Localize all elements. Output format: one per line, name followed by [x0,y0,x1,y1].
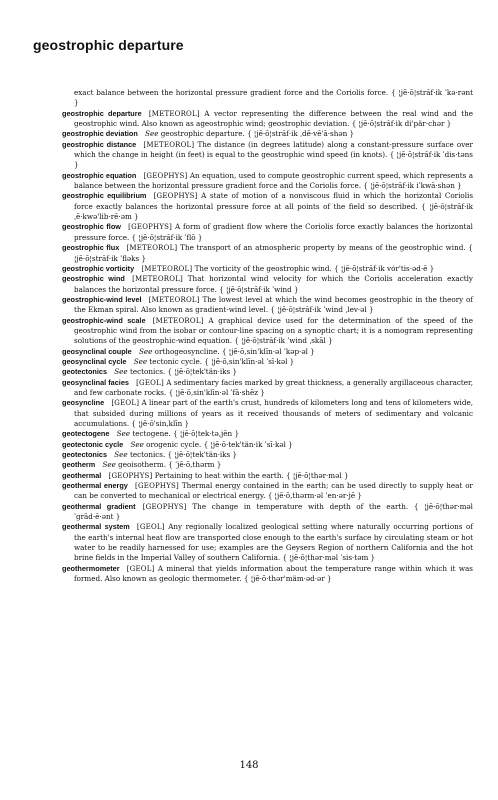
entry-definition: The vorticity of the geostrophic wind. { ¦jē·ō¦străf·ik vȯr'tis·əd·ē } [194,263,435,273]
field-label: [GEOPHYS] [143,171,188,180]
entry-headword: geosynclinal facies [62,377,129,387]
field-label: [METEOROL] [148,295,200,304]
entry-headword: geostrophic-wind level [62,294,142,304]
field-label: [METEOROL] [126,244,178,253]
entry-headword: geostrophic deviation [62,129,138,139]
entry-definition: Pertaining to heat within the earth. { ¦jē·ō¦thər·məl } [154,470,349,480]
entry-definition: A state of motion of a nonviscous fluid in which the horizontal Coriolis force exactly balances the horizontal pressure force at all points of the field so described. { ¦jē·ō¦străf·ik ˌē·kwə'lib·rē·əm } [74,191,474,222]
running-head: geostrophic departure [33,37,184,53]
entry-headword: geothermal gradient [62,501,136,511]
entry-headword: geotectonics [62,450,108,460]
entry-definition: exact balance between the horizontal pressure gradient force and the Coriolis force. { ¦jē·ō¦străf·ik ˈkə·rənt } [74,88,473,108]
entry-definition: Thermal energy contained in the earth; can be used directly to supply heat or can be converted to mechanical or electrical energy. { ¦jē·ō,thərm·əl ˈen·ər·jē } [74,481,473,501]
entry-definition: The lowest level at which the wind becomes geostrophic in the theory of the Ekman spiral. Also known as gradient-wind level. { ¦jē·ō¦străf·ik ˈwind ˌlev·əl } [74,294,473,315]
entry-definition: A linear part of the earth's crust, hundreds of kilometers long and tens of kilometers wide, that subsided during millions of years as it received thousands of meters of sedimentary and volcanic accumulations. { ¦jē·ō'sin,klīn } [74,398,473,428]
dictionary-entry [62,129,473,139]
entry-headword: geosyncline [62,398,105,408]
dictionary-entry [62,140,473,171]
dictionary-entry [62,243,473,264]
entry-definition: tectonic cycle. { ¦jē·ō,sin'klīn·əl ˈsī·kəl } [149,356,295,366]
field-label: [METEOROL] [148,109,200,118]
entry-definition: A vector representing the difference between the real wind and the geostrophic wind. Also known as ageostrophic wind; geostrophic deviation. { ¦jē·ō¦străf·ik di'pär·chər } [74,108,473,129]
field-label: [GEOPHYS] [128,223,173,232]
cross-reference-label: See [145,129,159,139]
entry-definition: tectonics. { ¦jē·ō¦tek'tän·iks } [129,450,238,460]
field-label: [METEOROL] [152,316,204,325]
entry-headword: geothermal [62,470,102,480]
entry-definition: The distance (in degrees latitude) along a constant-pressure surface over which the change in height (in feet) is equal to the geostrophic wind speed (in knots). { ¦jē·ō¦străf·ik ˈdis·təns } [74,139,473,170]
field-label: [METEOROL] [132,275,183,284]
dictionary-entry [62,378,473,399]
dictionary-entry [62,171,473,192]
entry-headword: geostrophic-wind scale [62,315,146,325]
cross-reference-label: See [130,439,144,449]
field-label: [METEOROL] [141,264,193,273]
entry-definition: geostrophic departure. { ¦jē·ō¦străf·ik ˌdē·vē'ā·shən } [160,129,355,139]
entry-definition: An equation, used to compute geostrophic current speed, which represents a balance between the horizontal pressure gradient force and the Coriolis force. { ¦jē·ō¦străf·ik iˈkwā·shən } [74,170,473,191]
entry-headword: geothermal system [62,522,130,532]
dictionary-entry [62,222,473,243]
entry-headword: geosynclinal couple [62,346,132,356]
entry-definition: A graphical device used for the determination of the speed of the geostrophic wind from the isobar or contour-line spacing on a synoptic chart; it is a nomogram representing solutions of the geostrophic-wind equation. { ¦jē·ō¦străf·ik ˈwind ˌskāl } [74,315,473,346]
entry-headword: geostrophic flow [62,222,121,232]
dictionary-entry [62,450,473,460]
entry-headword: geothermal energy [62,481,128,491]
entry-headword: geotectonics [62,367,108,377]
entry-headword: geostrophic wind [62,274,125,284]
dictionary-entry [62,471,473,481]
cross-reference-label: See [102,460,116,470]
entry-headword: geostrophic equilibrium [62,191,147,201]
cross-reference-label: See [114,450,128,460]
entry-headword: geostrophic distance [62,139,137,149]
cross-reference-label: See [114,367,128,377]
entry-headword: geostrophic departure [62,108,142,118]
dictionary-entries [62,88,473,585]
field-label: [GEOL] [126,564,155,573]
cross-reference-label: See [116,429,131,439]
entry-definition: The transport of an atmospheric property by means of the geostrophic wind. { ¦jē·ō¦străf·ik ˈfləks } [74,243,473,263]
entry-definition: tectonics. { ¦jē·ō¦tek'tän·iks } [129,367,238,377]
dictionary-entry [62,316,473,347]
dictionary-entry [62,440,473,450]
dictionary-entry [62,88,473,109]
dictionary-entry [62,191,473,222]
entry-headword: geotectogene [62,429,110,439]
cross-reference-label: See [138,346,153,356]
dictionary-entry [62,357,473,367]
field-label: [GEOPHYS] [153,192,198,201]
dictionary-entry [62,564,473,585]
entry-definition: tectogene. { ¦jē·ō¦tek·tə,jēn } [132,429,240,439]
entry-headword: geothermometer [62,563,120,573]
entry-definition: The change in temperature with depth of the earth. { ¦jē·ō¦thər·məl ˈgrād·ē·ənt } [74,501,473,522]
entry-headword: geotherm [62,460,96,470]
dictionary-entry [62,367,473,377]
entry-definition: A form of gradient flow where the Coriolis force exactly balances the horizontal pressure force. { ¦jē·ō¦străf·ik ˈflō } [74,222,473,242]
entry-headword: geosynclinal cycle [62,356,127,366]
entry-definition: geoisotherm. { ˈjē·ō,thərm } [118,460,222,470]
dictionary-entry [62,109,473,130]
dictionary-entry [62,264,473,274]
dictionary-entry [62,502,473,523]
field-label: [METEOROL] [143,140,195,149]
dictionary-entry [62,274,473,295]
entry-definition: orthogeosyncline. { ¦jē·ō,sin'klīn·əl ˈkəp·əl } [154,346,315,356]
entry-headword: geostrophic equation [62,170,137,180]
entry-definition: Any regionally localized geological setting where naturally occurring portions of the earth's internal heat flow are transported close enough to the earth's surface by circulating steam or hot water to be readily harnessed for use; examples are the Geysers Region of northern California and the hot brine fields in the Imperial Valley of southern California. { ¦jē·ō¦thər·məl ˈsis·təm } [74,522,473,563]
entry-definition: A sedimentary facies marked by great thickness, a generally argillaceous character, and few carbonate rocks. { ¦jē·ō,sin'klīn·əl ˈfā·shēz } [74,377,473,397]
entry-headword: geostrophic flux [62,243,120,253]
entry-definition: A mineral that yields information about the temperature range within which it was formed. Also known as geologic thermometer. { ¦jē·ō·thər'mäm·əd·ər } [74,563,473,584]
dictionary-entry [62,398,473,429]
field-label: [GEOPHYS] [135,482,179,491]
entry-headword: geostrophic vorticity [62,263,135,273]
dictionary-entry [62,481,473,502]
dictionary-entry [62,295,473,316]
entry-definition: That horizontal wind velocity for which the Coriolis acceleration exactly balances the horizontal pressure force. { ¦jē·ō¦străf·ik ˈwind } [74,274,473,294]
field-label: [GEOL] [111,399,140,408]
page-number: 148 [239,760,259,771]
cross-reference-label: See [133,356,148,366]
dictionary-entry [62,460,473,470]
dictionary-entry [62,429,473,439]
field-label: [GEOL] [136,378,164,387]
entry-definition: orogenic cycle. { ¦jē·ō·tek'tän·ik ˈsī·kəl } [146,439,293,449]
dictionary-entry [62,522,473,563]
entry-headword: geotectonic cycle [62,439,124,449]
dictionary-entry [62,347,473,357]
field-label: [GEOPHYS] [108,471,153,480]
field-label: [GEOPHYS] [142,502,187,511]
field-label: [GEOL] [136,523,165,532]
